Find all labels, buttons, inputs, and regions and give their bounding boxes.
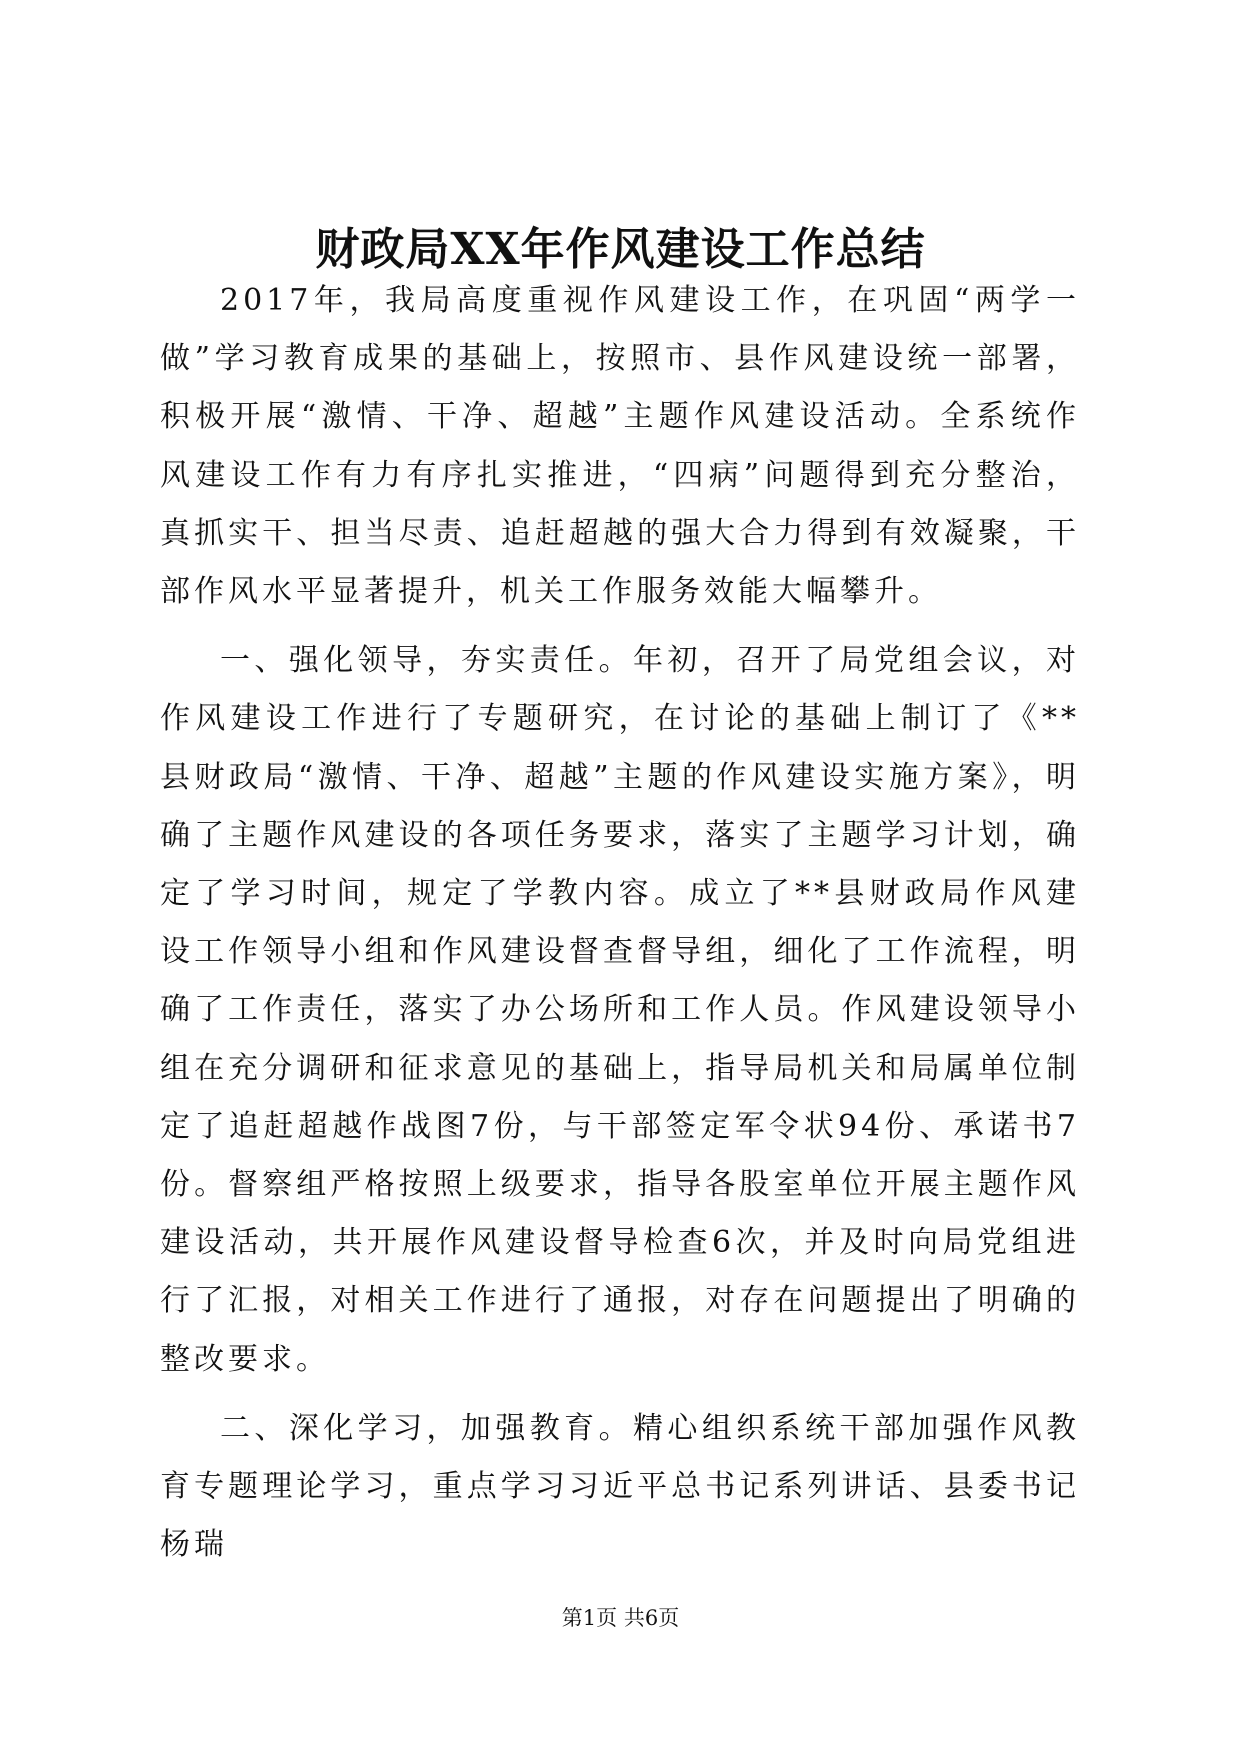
document-body (160, 272, 1080, 1574)
document-title: 财政局XX年作风建设工作总结 (315, 224, 926, 275)
paragraph-section-2: 二、深化学习，加强教育。精心组织系统干部加强作风教育专题理论学习，重点学习习近平总书记系列讲话、县委书记杨瑞 (160, 1410, 1080, 1563)
page-footer: 第1页 共6页 (561, 1606, 680, 1630)
paragraph-section-1: 一、强化领导，夯实责任。年初，召开了局党组会议，对作风建设工作进行了专题研究，在讨论的基础上制订了《**县财政局“激情、干净、超越”主题的作风建设实施方案》，明确了主题作风建设的各项任务要求，落实了主题学习计划，确定了学习时间，规定了学教内容。成立了**县财政局作风建设工作领导小组和作风建设督查督导组，细化了工作流程，明确了工作责任，落实了办公场所和工作人员。作风建设领导小组在充分调研和征求意见的基础上，指导局机关和局属单位制定了追赶超越作战图7份，与干部签定军令状94份、承诺书7份。督察组严格按照上级要求，指导各股室单位开展主题作风建设活动，共开展作风建设督导检查6次，并及时向局党组进行了汇报，对相关工作进行了通报，对存在问题提出了明确的整改要求。 (160, 643, 1080, 1377)
paragraph-intro: 2017年，我局高度重视作风建设工作，在巩固“两学一做”学习教育成果的基础上，按照市、县作风建设统一部署，积极开展“激情、干净、超越”主题作风建设活动。全系统作风建设工作有力有序扎实推进，“四病”问题得到充分整治，真抓实干、担当尽责、追赶超越的强大合力得到有效凝聚，干部作风水平显著提升，机关工作服务效能大幅攀升。 (160, 283, 1080, 610)
